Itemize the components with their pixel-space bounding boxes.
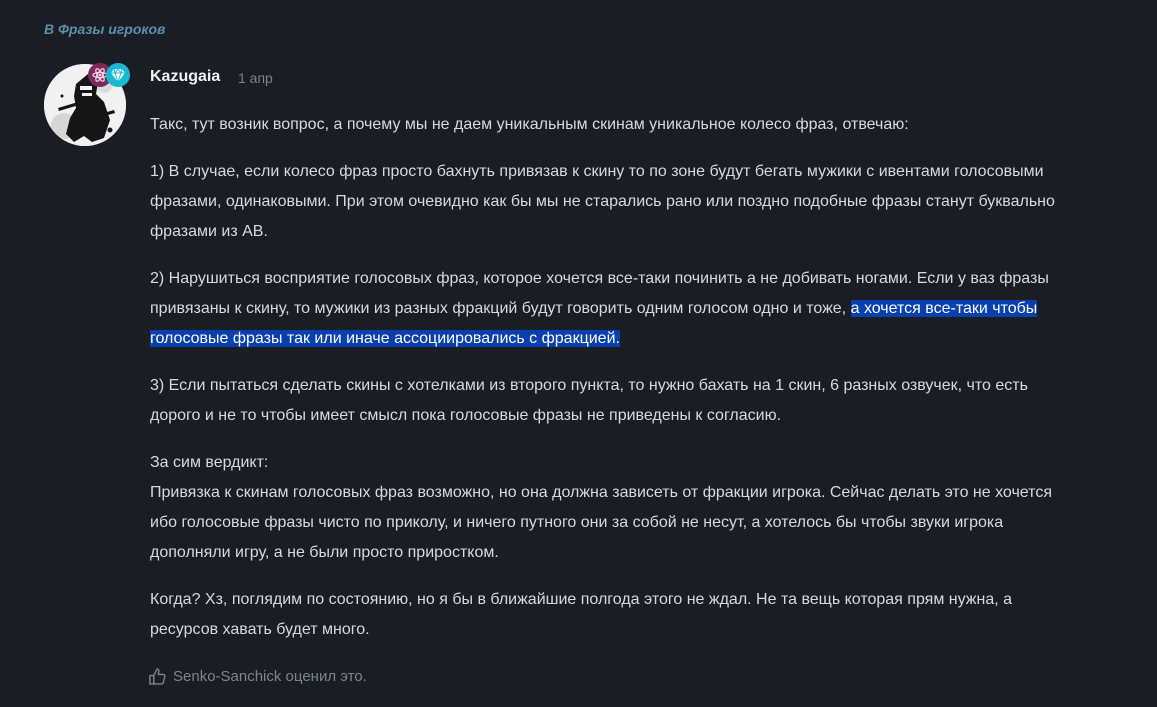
selected-text: а хочется все-таки чтобы голосовые фразы так или иначе ассоциировались с фракцией. — [150, 300, 1038, 347]
author-name[interactable]: Kazugaia — [150, 68, 221, 85]
breadcrumb-link[interactable]: В Фразы игроков — [44, 21, 166, 37]
post-date[interactable]: 1 апр — [238, 70, 273, 86]
flair-badge — [106, 63, 130, 87]
reaction-text[interactable]: Senko-Sanchick оценил это. — [173, 668, 367, 685]
verdict-heading: За сим вердикт: — [150, 454, 269, 471]
diamond-icon — [110, 67, 126, 83]
post-body — [150, 110, 1080, 662]
post-paragraph: 1) В случае, если колесо фраз просто бахнуть привязав к скину то по зоне будут бегать мужики с ивентами голосовыми фразами, одинаковыми. При этом очевидно как бы мы не старались рано или поздно подобные фразы станут буквально фразами из АВ. — [150, 163, 1055, 240]
post-paragraph: Когда? Хз, поглядим по состоянию, но я бы в ближайшие полгода этого не ждал. Не та вещь которая прям нужна, а ресурсов хавать будет много. — [150, 591, 1013, 638]
post-paragraph — [150, 264, 1080, 354]
paragraph-text: 2) Нарушиться восприятие голосовых фраз, которое хочется все-таки починить а не добивать ногами. Если у ваз фразы привязаны к скину, то мужики из разных фракций будут говорить одним голосом одно и тоже, — [150, 270, 1049, 317]
post-paragraph: 3) Если пытаться сделать скины с хотелками из второго пункта, то нужно бахать на 1 скин, 6 разных озвучек, что есть дорого и не то чтобы имеет смысл пока голосовые фразы не приведены к согласию. — [150, 377, 1028, 424]
paragraph-text: Привязка к скинам голосовых фраз возможно, но она должна зависеть от фракции игрока. Сейчас делать это не хочется ибо голосовые фразы чисто по приколу, и ничего путного они за собой не несут, а хотелось бы чтобы звуки игрока дополняли игру, а не были просто приростком. — [150, 484, 1052, 561]
post-paragraph — [150, 448, 1080, 568]
reaction-summary — [148, 667, 367, 686]
thumbs-up-icon[interactable] — [148, 667, 167, 686]
post-paragraph: Такс, тут возник вопрос, а почему мы не даем уникальным скинам уникальное колесо фраз, отвечаю: — [150, 116, 909, 133]
